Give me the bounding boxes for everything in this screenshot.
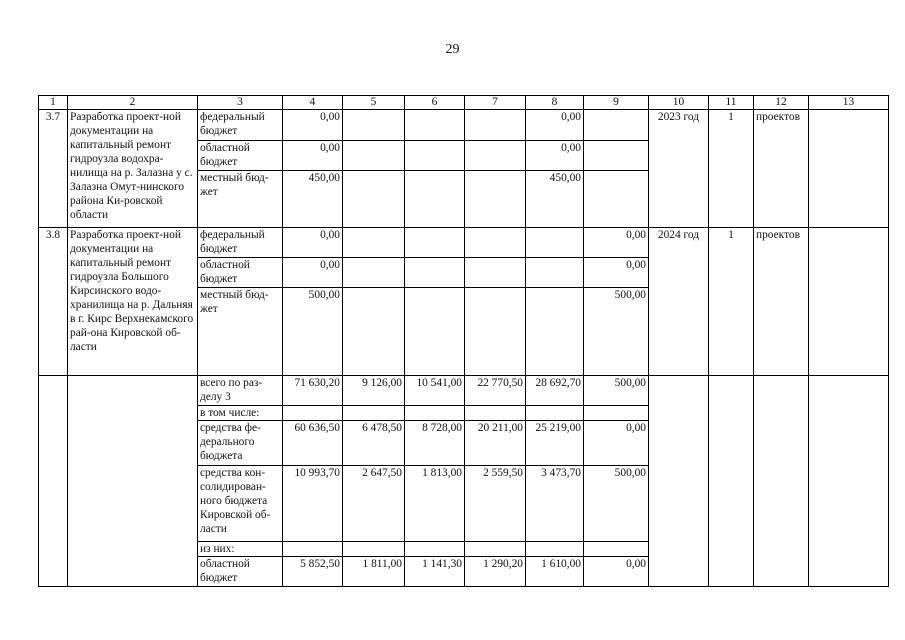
value-cell [465, 171, 526, 228]
value-cell: 22 770,50 [465, 376, 526, 406]
value-cell: 1 290,20 [465, 557, 526, 587]
value-cell [283, 406, 343, 421]
value-cell: 10 541,00 [405, 376, 465, 406]
value-cell [343, 228, 405, 258]
total-label: из них: [198, 542, 283, 557]
value-cell [465, 141, 526, 171]
header-cell: 3 [198, 96, 283, 110]
value-cell: 8 728,00 [405, 421, 465, 466]
value-cell: 1 610,00 [526, 557, 584, 587]
value-cell: 0,00 [584, 258, 649, 288]
header-cell: 8 [526, 96, 584, 110]
value-cell: 5 852,50 [283, 557, 343, 587]
value-cell: 25 219,00 [526, 421, 584, 466]
funding-source: областной бюджет [198, 141, 283, 171]
value-cell: 500,00 [584, 376, 649, 406]
funding-source: федеральный бюджет [198, 228, 283, 258]
empty-cell [809, 376, 889, 587]
funding-table [38, 95, 889, 587]
value-cell: 0,00 [283, 141, 343, 171]
value-cell: 450,00 [526, 171, 584, 228]
header-cell: 12 [754, 96, 809, 110]
value-cell: 9 126,00 [343, 376, 405, 406]
value-cell [465, 228, 526, 258]
value-cell [526, 542, 584, 557]
total-label: в том числе: [198, 406, 283, 421]
unit-cell: проектов [754, 110, 809, 228]
value-cell [465, 110, 526, 141]
value-cell: 500,00 [283, 288, 343, 376]
value-cell: 0,00 [584, 228, 649, 258]
value-cell: 500,00 [584, 288, 649, 376]
value-cell: 0,00 [283, 258, 343, 288]
value-cell [584, 141, 649, 171]
value-cell: 6 478,50 [343, 421, 405, 466]
total-label: средства фе-дерального бюджета [198, 421, 283, 466]
value-cell [283, 542, 343, 557]
year-cell: 2024 год [649, 228, 709, 376]
value-cell [343, 542, 405, 557]
total-label: всего по раз-делу 3 [198, 376, 283, 406]
value-cell: 2 559,50 [465, 466, 526, 542]
header-cell: 5 [343, 96, 405, 110]
value-cell [343, 288, 405, 376]
header-cell: 6 [405, 96, 465, 110]
empty-cell [649, 376, 709, 587]
empty-cell [809, 228, 889, 376]
value-cell: 71 630,20 [283, 376, 343, 406]
value-cell: 1 141,30 [405, 557, 465, 587]
funding-source: местный бюд-жет [198, 288, 283, 376]
value-cell [465, 542, 526, 557]
empty-cell [754, 376, 809, 587]
item-name: Разработка проект-ной документации на капитальный ремонт гидроузла водохра-нилища на р. Залазна у с. Залазна Омут-нинского района Ки-ровской области [68, 110, 198, 228]
value-cell: 20 211,00 [465, 421, 526, 466]
value-cell [584, 110, 649, 141]
value-cell [405, 141, 465, 171]
value-cell [465, 288, 526, 376]
value-cell: 2 647,50 [343, 466, 405, 542]
empty-cell [68, 376, 198, 587]
value-cell: 1 811,00 [343, 557, 405, 587]
quantity-cell: 1 [709, 228, 754, 376]
value-cell [405, 171, 465, 228]
value-cell: 0,00 [283, 228, 343, 258]
header-cell: 4 [283, 96, 343, 110]
funding-source: местный бюд-жет [198, 171, 283, 228]
item-number: 3.7 [39, 110, 68, 228]
value-cell [343, 171, 405, 228]
value-cell [343, 110, 405, 141]
value-cell [405, 258, 465, 288]
quantity-cell: 1 [709, 110, 754, 228]
value-cell [465, 406, 526, 421]
table-row [39, 228, 889, 258]
total-label: средства кон-солидирован-ного бюджета Кировской об-ласти [198, 466, 283, 542]
funding-source: областной бюджет [198, 258, 283, 288]
total-label: областной бюджет [198, 557, 283, 587]
empty-cell [709, 376, 754, 587]
header-cell: 7 [465, 96, 526, 110]
header-cell: 1 [39, 96, 68, 110]
value-cell [343, 141, 405, 171]
value-cell [343, 258, 405, 288]
value-cell: 500,00 [584, 466, 649, 542]
empty-cell [39, 376, 68, 587]
value-cell [405, 406, 465, 421]
header-cell: 11 [709, 96, 754, 110]
page-number: 29 [445, 42, 460, 57]
value-cell [405, 542, 465, 557]
value-cell [526, 406, 584, 421]
value-cell: 3 473,70 [526, 466, 584, 542]
value-cell: 450,00 [283, 171, 343, 228]
funding-source: федеральный бюджет [198, 110, 283, 141]
header-cell: 13 [809, 96, 889, 110]
value-cell [526, 228, 584, 258]
year-cell: 2023 год [649, 110, 709, 228]
header-cell: 9 [584, 96, 649, 110]
value-cell [343, 406, 405, 421]
total-row [39, 376, 889, 406]
table-row [39, 110, 889, 141]
value-cell: 28 692,70 [526, 376, 584, 406]
value-cell: 0,00 [584, 557, 649, 587]
item-name: Разработка проект-ной документации на капитальный ремонт гидроузла Большого Кирсинского водо-хранилища на р. Дальняя в г. Кирс Верхнекамского рай-она Кировской об-ласти [68, 228, 198, 376]
header-cell: 10 [649, 96, 709, 110]
header-cell: 2 [68, 96, 198, 110]
value-cell: 1 813,00 [405, 466, 465, 542]
value-cell: 0,00 [526, 110, 584, 141]
unit-cell: проектов [754, 228, 809, 376]
value-cell: 0,00 [526, 141, 584, 171]
value-cell [405, 228, 465, 258]
value-cell [584, 406, 649, 421]
value-cell [526, 258, 584, 288]
value-cell: 60 636,50 [283, 421, 343, 466]
value-cell [584, 542, 649, 557]
value-cell [465, 258, 526, 288]
value-cell [405, 110, 465, 141]
value-cell: 0,00 [584, 421, 649, 466]
value-cell [526, 288, 584, 376]
value-cell [584, 171, 649, 228]
item-number: 3.8 [39, 228, 68, 376]
value-cell: 0,00 [283, 110, 343, 141]
value-cell [405, 288, 465, 376]
value-cell: 10 993,70 [283, 466, 343, 542]
header-row [39, 96, 889, 110]
empty-cell [809, 110, 889, 228]
